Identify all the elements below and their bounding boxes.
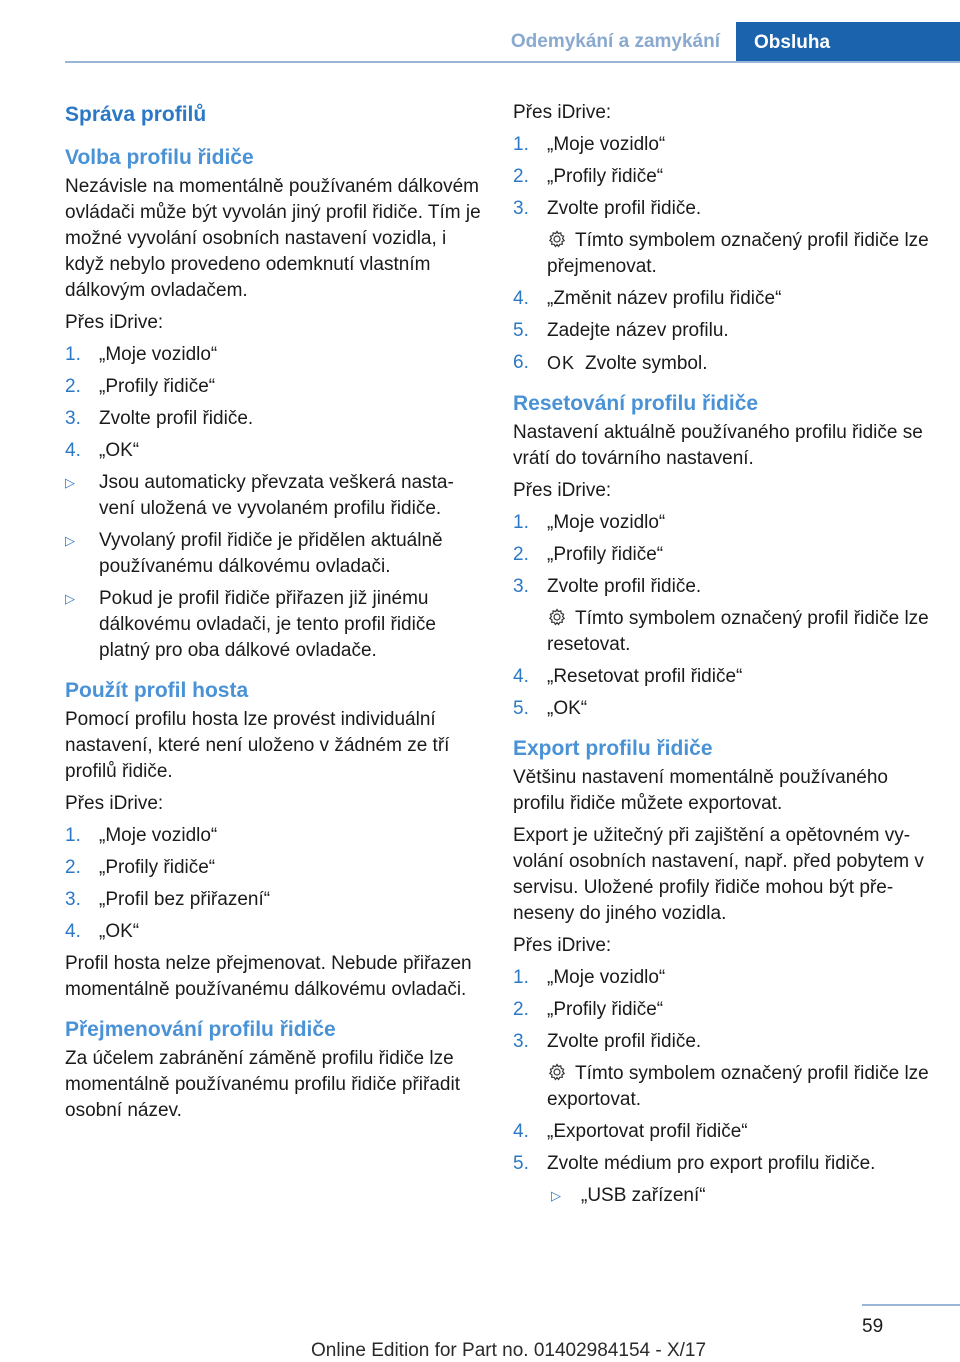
list-item: 1. „Moje vozidlo“ — [513, 967, 666, 988]
step-note: Tímto symbolem označený profil řidiče lze exportovat. — [547, 1063, 929, 1110]
step-note: Tímto symbolem označený profil řidiče lze přejmenovat. — [547, 230, 929, 277]
right-column — [513, 100, 931, 1215]
list-item: 3. Zvolte profil řidiče. — [513, 576, 702, 597]
list-item: 6. OK Zvolte symbol. — [513, 352, 708, 374]
list-item: 5. „OK“ — [513, 698, 588, 719]
header-section-title: Odemykání a zamykání — [510, 31, 720, 52]
list-item: 1. „Moje vozidlo“ — [513, 134, 666, 155]
list-item: 4. „OK“ — [65, 440, 140, 461]
list-item: 4. „OK“ — [65, 921, 140, 942]
list-item: 5. Zadejte název profilu. — [513, 320, 729, 341]
list-item: 3. Zvolte profil řidiče. — [65, 408, 254, 429]
section-heading-guest-profile: Použít profil hosta — [65, 679, 249, 702]
steps-list — [65, 823, 483, 945]
ok-symbol-icon: OK — [547, 353, 576, 373]
via-idrive: Přes iDrive: — [513, 935, 612, 956]
paragraph: Nezávisle na momentálně používaném dálkovém ovládači může být vyvolán jiný profil řidiče. Tím je možné vyvolání osobních nastavení vozidla, i když nebylo provedeno odemknutí vlastním dálkovým ovladačem. — [65, 176, 481, 301]
bullet-triangle-icon: ▷ — [65, 533, 75, 548]
header-divider — [65, 61, 960, 63]
paragraph: Export je užitečný při zajištění a opětovném vyvolání osobních nastavení, např. před pobytem v servisu. Uložené profily řidiče mohou být přeneseny do jiného vozidla. — [513, 825, 924, 924]
footer-edition: Online Edition for Part no. 01402984154 - X/17 — [311, 1340, 707, 1361]
list-item: 4. „Exportovat profil řidiče“ — [513, 1121, 748, 1142]
list-item: 3. „Profil bez přiřazení“ — [65, 889, 271, 910]
gear-icon — [547, 607, 567, 627]
paragraph: Většinu nastavení momentálně používaného profilu řidiče můžete exportovat. — [513, 767, 888, 814]
step-note: Tímto symbolem označený profil řidiče lze resetovat. — [547, 608, 929, 655]
via-idrive: Přes iDrive: — [65, 312, 164, 333]
page-title: Správa profilů — [65, 103, 207, 126]
section-heading-export-profile: Export profilu řidiče — [513, 737, 713, 760]
bullet-item: ▷ Jsou automaticky převzata veškerá nastavení uložená ve vyvolaném profilu řidiče. — [65, 472, 454, 519]
bullet-triangle-icon: ▷ — [65, 591, 75, 606]
list-item: 3. Zvolte profil řidiče. — [513, 198, 702, 219]
gear-icon — [547, 229, 567, 249]
page-number: 59 — [862, 1316, 884, 1337]
via-idrive: Přes iDrive: — [513, 102, 612, 123]
bullet-triangle-icon: ▷ — [65, 475, 75, 490]
list-item: 2. „Profily řidiče“ — [513, 544, 664, 565]
list-item: 2. „Profily řidiče“ — [65, 376, 216, 397]
paragraph: Za účelem zabránění záměně profilu řidiče lze momentálně používanému profilu řidiče přiřadit osobní název. — [65, 1048, 460, 1121]
header-chapter-tab: Obsluha — [736, 22, 960, 63]
list-item: 1. „Moje vozidlo“ — [65, 825, 218, 846]
bullet-item: ▷ „USB zařízení“ — [513, 1183, 931, 1209]
steps-list — [513, 965, 931, 1209]
section-heading-reset-profile: Resetování profilu řidiče — [513, 392, 759, 415]
list-item: 3. Zvolte profil řidiče. — [513, 1031, 702, 1052]
list-item: 2. „Profily řidiče“ — [65, 857, 216, 878]
list-item: 1. „Moje vozidlo“ — [65, 344, 218, 365]
via-idrive: Přes iDrive: — [513, 480, 612, 501]
steps-list — [513, 510, 931, 722]
steps-list — [65, 342, 483, 664]
gear-icon — [547, 1062, 567, 1082]
paragraph: Pomocí profilu hosta lze provést individuální nastavení, které není uloženo v žádném ze tří profilů řidiče. — [65, 709, 450, 782]
list-item: 2. „Profily řidiče“ — [513, 166, 664, 187]
list-item: 4. „Změnit název profilu řidiče“ — [513, 288, 782, 309]
left-column — [65, 100, 483, 1130]
section-heading-select-profile: Volba profilu řidiče — [65, 146, 254, 169]
list-item: 4. „Resetovat profil řidiče“ — [513, 666, 743, 687]
section-heading-rename-profile: Přejmenování profilu řidiče — [65, 1018, 336, 1041]
footer-divider — [862, 1304, 960, 1306]
list-item: 1. „Moje vozidlo“ — [513, 512, 666, 533]
paragraph: Nastavení aktuálně používaného profilu řidiče se vrátí do továrního nastavení. — [513, 422, 923, 469]
steps-list — [513, 132, 931, 377]
bullet-item: ▷ Vyvolaný profil řidiče je přidělen aktuálně používanému dálkovému ovladači. — [65, 530, 443, 577]
list-item: 2. „Profily řidiče“ — [513, 999, 664, 1020]
bullet-item: ▷ Pokud je profil řidiče přiřazen již jinému dálkovému ovladači, je tento profil řidiče platný pro oba dálkové ovladače. — [65, 588, 436, 661]
bullet-triangle-icon: ▷ — [551, 1188, 561, 1203]
paragraph: Profil hosta nelze přejmenovat. Nebude přiřazen momentálně používanému dálkovému ovladači. — [65, 953, 472, 1000]
via-idrive: Přes iDrive: — [65, 793, 164, 814]
list-item: 5. Zvolte médium pro export profilu řidiče. — [513, 1153, 876, 1174]
